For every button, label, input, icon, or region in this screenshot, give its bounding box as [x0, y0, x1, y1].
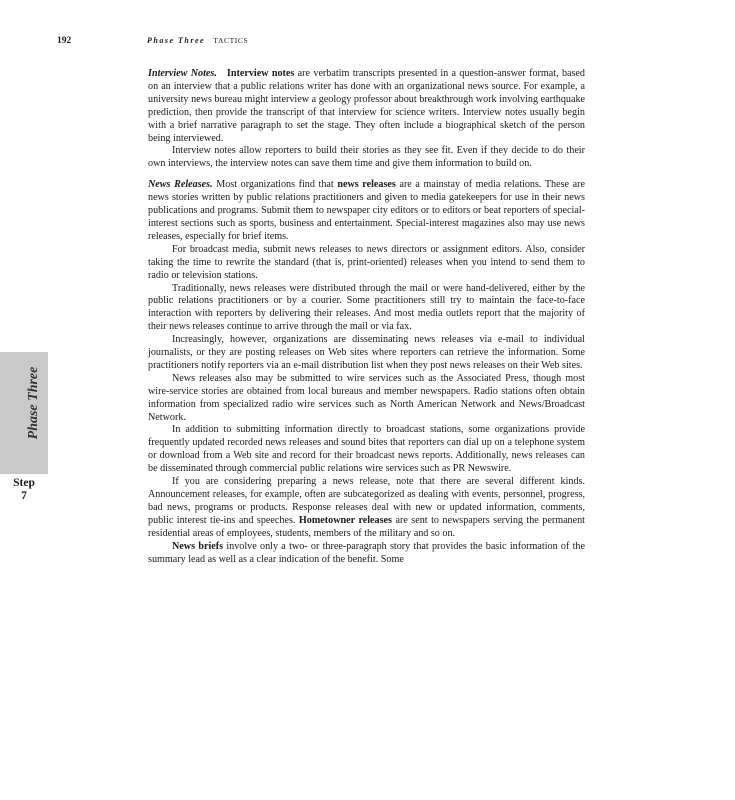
news-releases-text-b: are a mainstay of media relations. These are news stories written by public relations practitioners and given to media gatekeepers for use in their news publications and programs. Submit them to newspaper city editors or to editors or beat reporters of special-interest sections such as sports, business and entertainment. Special-interest magazines also may use news releases, especially for brief items. — [148, 179, 585, 242]
recorded-releases-paragraph: In addition to submitting information directly to broadcast stations, some organizations provide frequently updated recorded news releases and sound bites that reporters can dial up on a telephone system or download from a Web site and record for their broadcast news reports. Additionally, news releases can be disseminated through commercial public relations wire services such as PR Newswire. — [148, 424, 585, 475]
phase-side-tab — [0, 352, 48, 474]
news-releases-text-a: Most organizations find that — [212, 179, 338, 191]
news-releases-term: news releases — [337, 179, 396, 191]
news-releases-paragraph — [148, 179, 585, 244]
news-briefs-paragraph — [148, 541, 585, 567]
news-briefs-term: News briefs — [172, 540, 224, 552]
body-text — [148, 68, 585, 566]
page-number: 192 — [57, 36, 72, 46]
step-label — [0, 477, 48, 503]
news-releases-heading: News Releases. — [148, 179, 213, 191]
interview-notes-heading: Interview Notes. — [148, 68, 217, 79]
hometowner-text: are sent to newspapers serving the permanent residential areas of employees, students, members of the military and so on. — [148, 514, 585, 539]
step-word: Step — [13, 477, 35, 489]
interview-notes-text: are verbatim transcripts presented in a question-answer format, based on an interview that a public relations writer has done with an organizational news source. For example, a university news bureau might interview a geology professor about breakthrough work involving earthquake prediction, then provide the transcript of that interview for science writers. Interview notes usually begin with a brief narrative paragraph to set the stage. They often include a biographical sketch of the person being interviewed. — [148, 68, 585, 144]
hometowner-term: Hometowner releases — [298, 514, 392, 526]
running-head — [147, 36, 248, 45]
wire-services-paragraph: News releases also may be submitted to wire services such as the Associated Press, though most wire-service stories are obtained from local bureaus and member newspapers. Radio stations often obtain information from specialized radio wire services such as North American Network and News/Broadcast Network. — [148, 372, 585, 423]
side-tab-phase-label: Phase Three — [26, 366, 41, 440]
interview-notes-paragraph — [148, 68, 585, 145]
running-head-phase: Phase Three — [147, 36, 206, 45]
email-distribution-paragraph: Increasingly, however, organizations are disseminating news releases via e-mail to individual journalists, or they are posting releases on Web sites where reporters can retrieve the information. Some practitioners notify reporters via an e-mail distribution list when they post news releases on their Web sites. — [148, 334, 585, 371]
running-head-section: TACTICS — [213, 36, 249, 45]
news-briefs-text: involve only a two- or three-paragraph story that provides the basic information of the summary lead as well as a clear indication of the benefit. Some — [148, 540, 585, 565]
broadcast-media-paragraph: For broadcast media, submit news releases to news directors or assignment editors. Also, consider taking the time to rewrite the standard (that is, print-oriented) releases when you intend to send them to radio or television stations. — [148, 243, 585, 281]
release-kinds-paragraph — [148, 476, 585, 541]
traditional-distribution-paragraph: Traditionally, news releases were distributed through the mail or were hand-delivered, either by the public relations practitioners or by a courier. Some practitioners still try to maintain the face-to-face interaction with reporters by delivering their releases. And most media outlets report that the majority of their news releases continue to arrive through the mail or via fax. — [148, 282, 585, 333]
release-kinds-text: If you are considering preparing a news release, note that there are several different kinds. Announcement releases, for example, often are subcategorized as dealing with events, personnel, progress, bad news, programs or products. Response releases deal with new or updated information, comments, public interest tie-ins and speeches. — [148, 476, 585, 526]
interview-notes-paragraph-2: Interview notes allow reporters to build their stories as they see fit. Even if they decide to do their own interviews, the interview notes can save them time and give them information to build on. — [148, 145, 585, 170]
step-number: 7 — [21, 490, 27, 502]
interview-notes-term: Interview notes — [226, 68, 295, 79]
